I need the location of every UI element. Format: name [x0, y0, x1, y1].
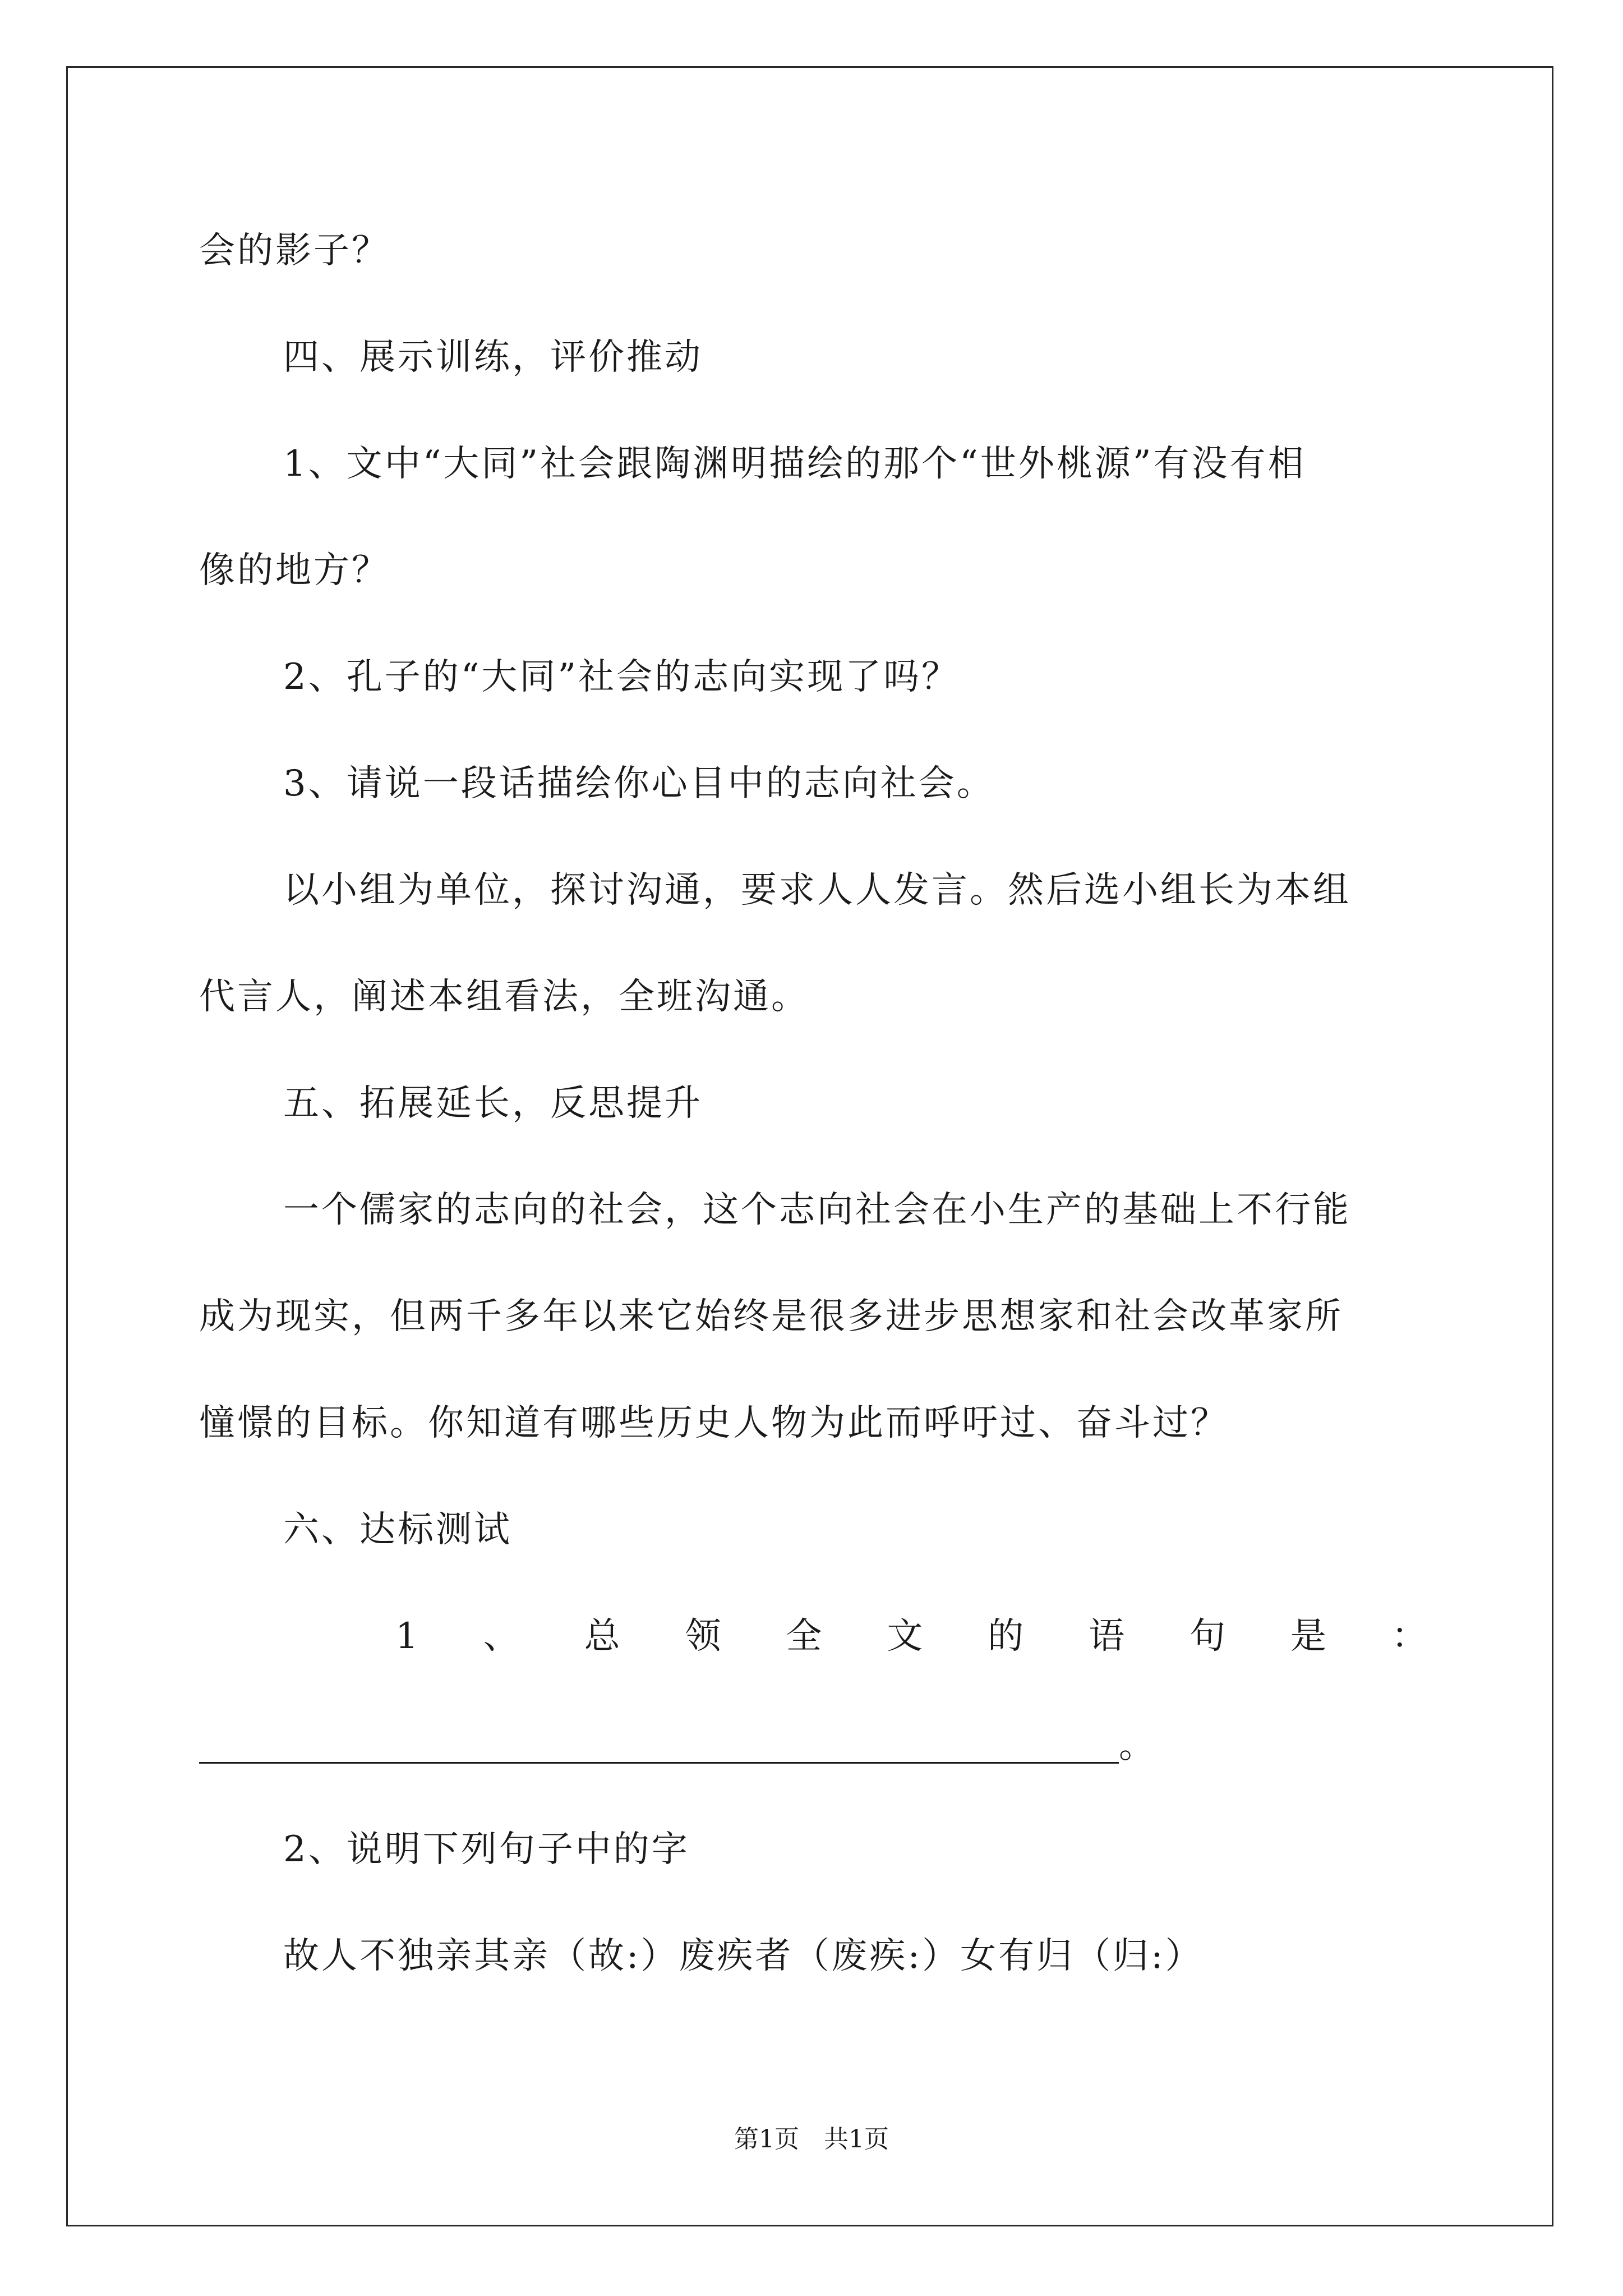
spread-char: 的	[988, 1616, 1024, 1657]
text-line: 会的影子？	[199, 230, 390, 272]
spread-question-line	[395, 1616, 1427, 1657]
text-line: 成为现实，但两千多年以来它始终是很多进步思想家和社会改革家所	[199, 1296, 1343, 1337]
question-item: 3、请说一段话描绘你心目中的志向社会。	[283, 763, 995, 804]
spread-char: 1	[395, 1616, 418, 1657]
question-item: 2、孔子的“大同”社会的志向实现了吗？	[283, 656, 960, 698]
section-heading: 五、拓展延长，反思提升	[283, 1083, 703, 1124]
paragraph-line: 一个儒家的志向的社会，这个志向社会在小生产的基础上不行能	[283, 1189, 1351, 1231]
question-item: 2、说明下列句子中的字	[283, 1829, 690, 1870]
text-line: 代言人，阐述本组看法，全班沟通。	[199, 976, 809, 1018]
spread-char: 、	[483, 1616, 519, 1657]
spread-char: 是	[1290, 1616, 1327, 1657]
section-heading: 四、展示训练，评价推动	[283, 337, 703, 378]
question-item: 1、文中“大同”社会跟陶渊明描绘的那个“世外桃源”有没有相	[283, 443, 1306, 485]
spread-char: 文	[887, 1616, 923, 1657]
spread-char: 全	[786, 1616, 822, 1657]
spread-char: 句	[1189, 1616, 1226, 1657]
answer-blank-row	[199, 1725, 1155, 1766]
spread-char: 语	[1089, 1616, 1125, 1657]
section-heading: 六、达标测试	[283, 1509, 512, 1550]
question-item: 故人不独亲其亲（故:）废疾者（废疾:）女有归（归:）	[283, 1935, 1204, 1977]
text-line: 憧憬的目标。你知道有哪些历史人物为此而呼吁过、奋斗过？	[199, 1402, 1229, 1444]
spread-char: 领	[685, 1616, 721, 1657]
text-line: 像的地方？	[199, 550, 390, 591]
page-border	[66, 66, 1553, 2226]
spread-char: 总	[584, 1616, 620, 1657]
spread-char: ：	[1391, 1616, 1427, 1657]
page-footer: 第1页 共1页	[734, 2125, 889, 2154]
paragraph-line: 以小组为单位，探讨沟通，要求人人发言。然后选小组长为本组	[283, 869, 1351, 911]
answer-blank[interactable]	[199, 1728, 1119, 1764]
blank-suffix: 。	[1119, 1725, 1155, 1766]
